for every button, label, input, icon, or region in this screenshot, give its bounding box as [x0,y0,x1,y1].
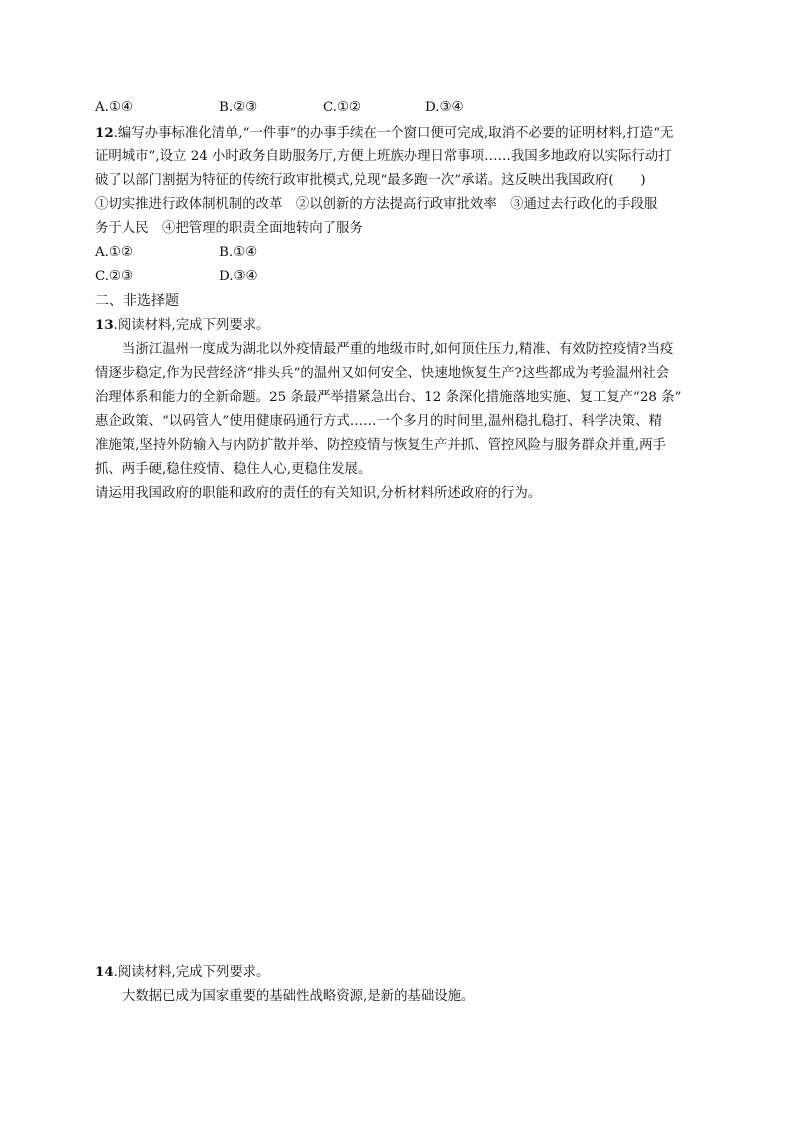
q12-option-a: A.①② [95,245,133,260]
q11-option-c: C.①② [323,100,362,115]
q14-prompt-line [95,963,269,982]
q14-number: 14 [95,964,114,980]
q13-material-line-3: 治理体系和能力的全新命题。25 条最严举措紧急出台、12 条深化措施落地实施、复工复产“28 条” [95,390,682,405]
q12-stem-line-1: .编写办事标准化清单,“一件事”的办事手续在一个窗口便可完成,取消不必要的证明材料,打造“无 [113,126,674,141]
q13-prompt-line [95,316,269,335]
q12-option-d: D.③④ [219,269,258,284]
q12-stem-line-3: 破了以部门割据为特征的传统行政审批模式,兑现“最多跑一次”承诺。这反映出我国政府( ) [95,173,646,188]
q13-prompt: .阅读材料,完成下列要求。 [113,318,270,333]
q13-material-line-6: 抓、两手硬,稳住疫情、稳住人心,更稳住发展。 [95,462,372,477]
q13-question: 请运用我国政府的职能和政府的责任的有关知识,分析材料所述政府的行为。 [95,486,542,501]
q12-statements-line-1: ①切实推进行政体制机制的改革 ②以创新的方法提高行政审批效率 ③通过去行政化的手段服 [95,197,658,212]
q12-stem-line-2: 证明城市”,设立 24 小时政务自助服务厅,方便上班族办理日常事项……我国多地政府以实际行动打 [95,149,672,164]
q13-number: 13 [95,317,114,333]
q13-material-line-4: 惠企政策、“以码管人”使用健康码通行方式……一个多月的时间里,温州稳扎稳打、科学决策、精 [95,414,662,429]
q12-line-1 [95,124,673,143]
section-title-non-choice: 二、非选择题 [95,293,179,309]
q12-number: 12 [95,125,114,141]
q14-prompt: .阅读材料,完成下列要求。 [113,965,270,980]
q13-material-line-2: 情逐步稳定,作为民营经济“排头兵”的温州又如何安全、快速地恢复生产?这些都成为考验温州社会 [95,366,670,381]
q11-option-d: D.③④ [425,100,464,115]
q12-statements-line-2: 务于人民 ④把管理的职责全面地转向了服务 [95,221,363,236]
q13-material-line-5: 准施策,坚持外防输入与内防扩散并举、防控疫情与恢复生产并抓、管控风险与服务群众并重,两手 [95,438,666,453]
q14-material-line-1: 大数据已成为国家重要的基础性战略资源,是新的基础设施。 [122,989,475,1004]
q12-option-c: C.②③ [95,269,134,284]
q11-option-a: A.①④ [95,100,133,115]
q12-option-b: B.①④ [219,245,258,260]
q11-option-b: B.②③ [219,100,258,115]
q13-material-line-1: 当浙江温州一度成为湖北以外疫情最严重的地级市时,如何顶住压力,精准、有效防控疫情?当疫 [122,342,674,357]
